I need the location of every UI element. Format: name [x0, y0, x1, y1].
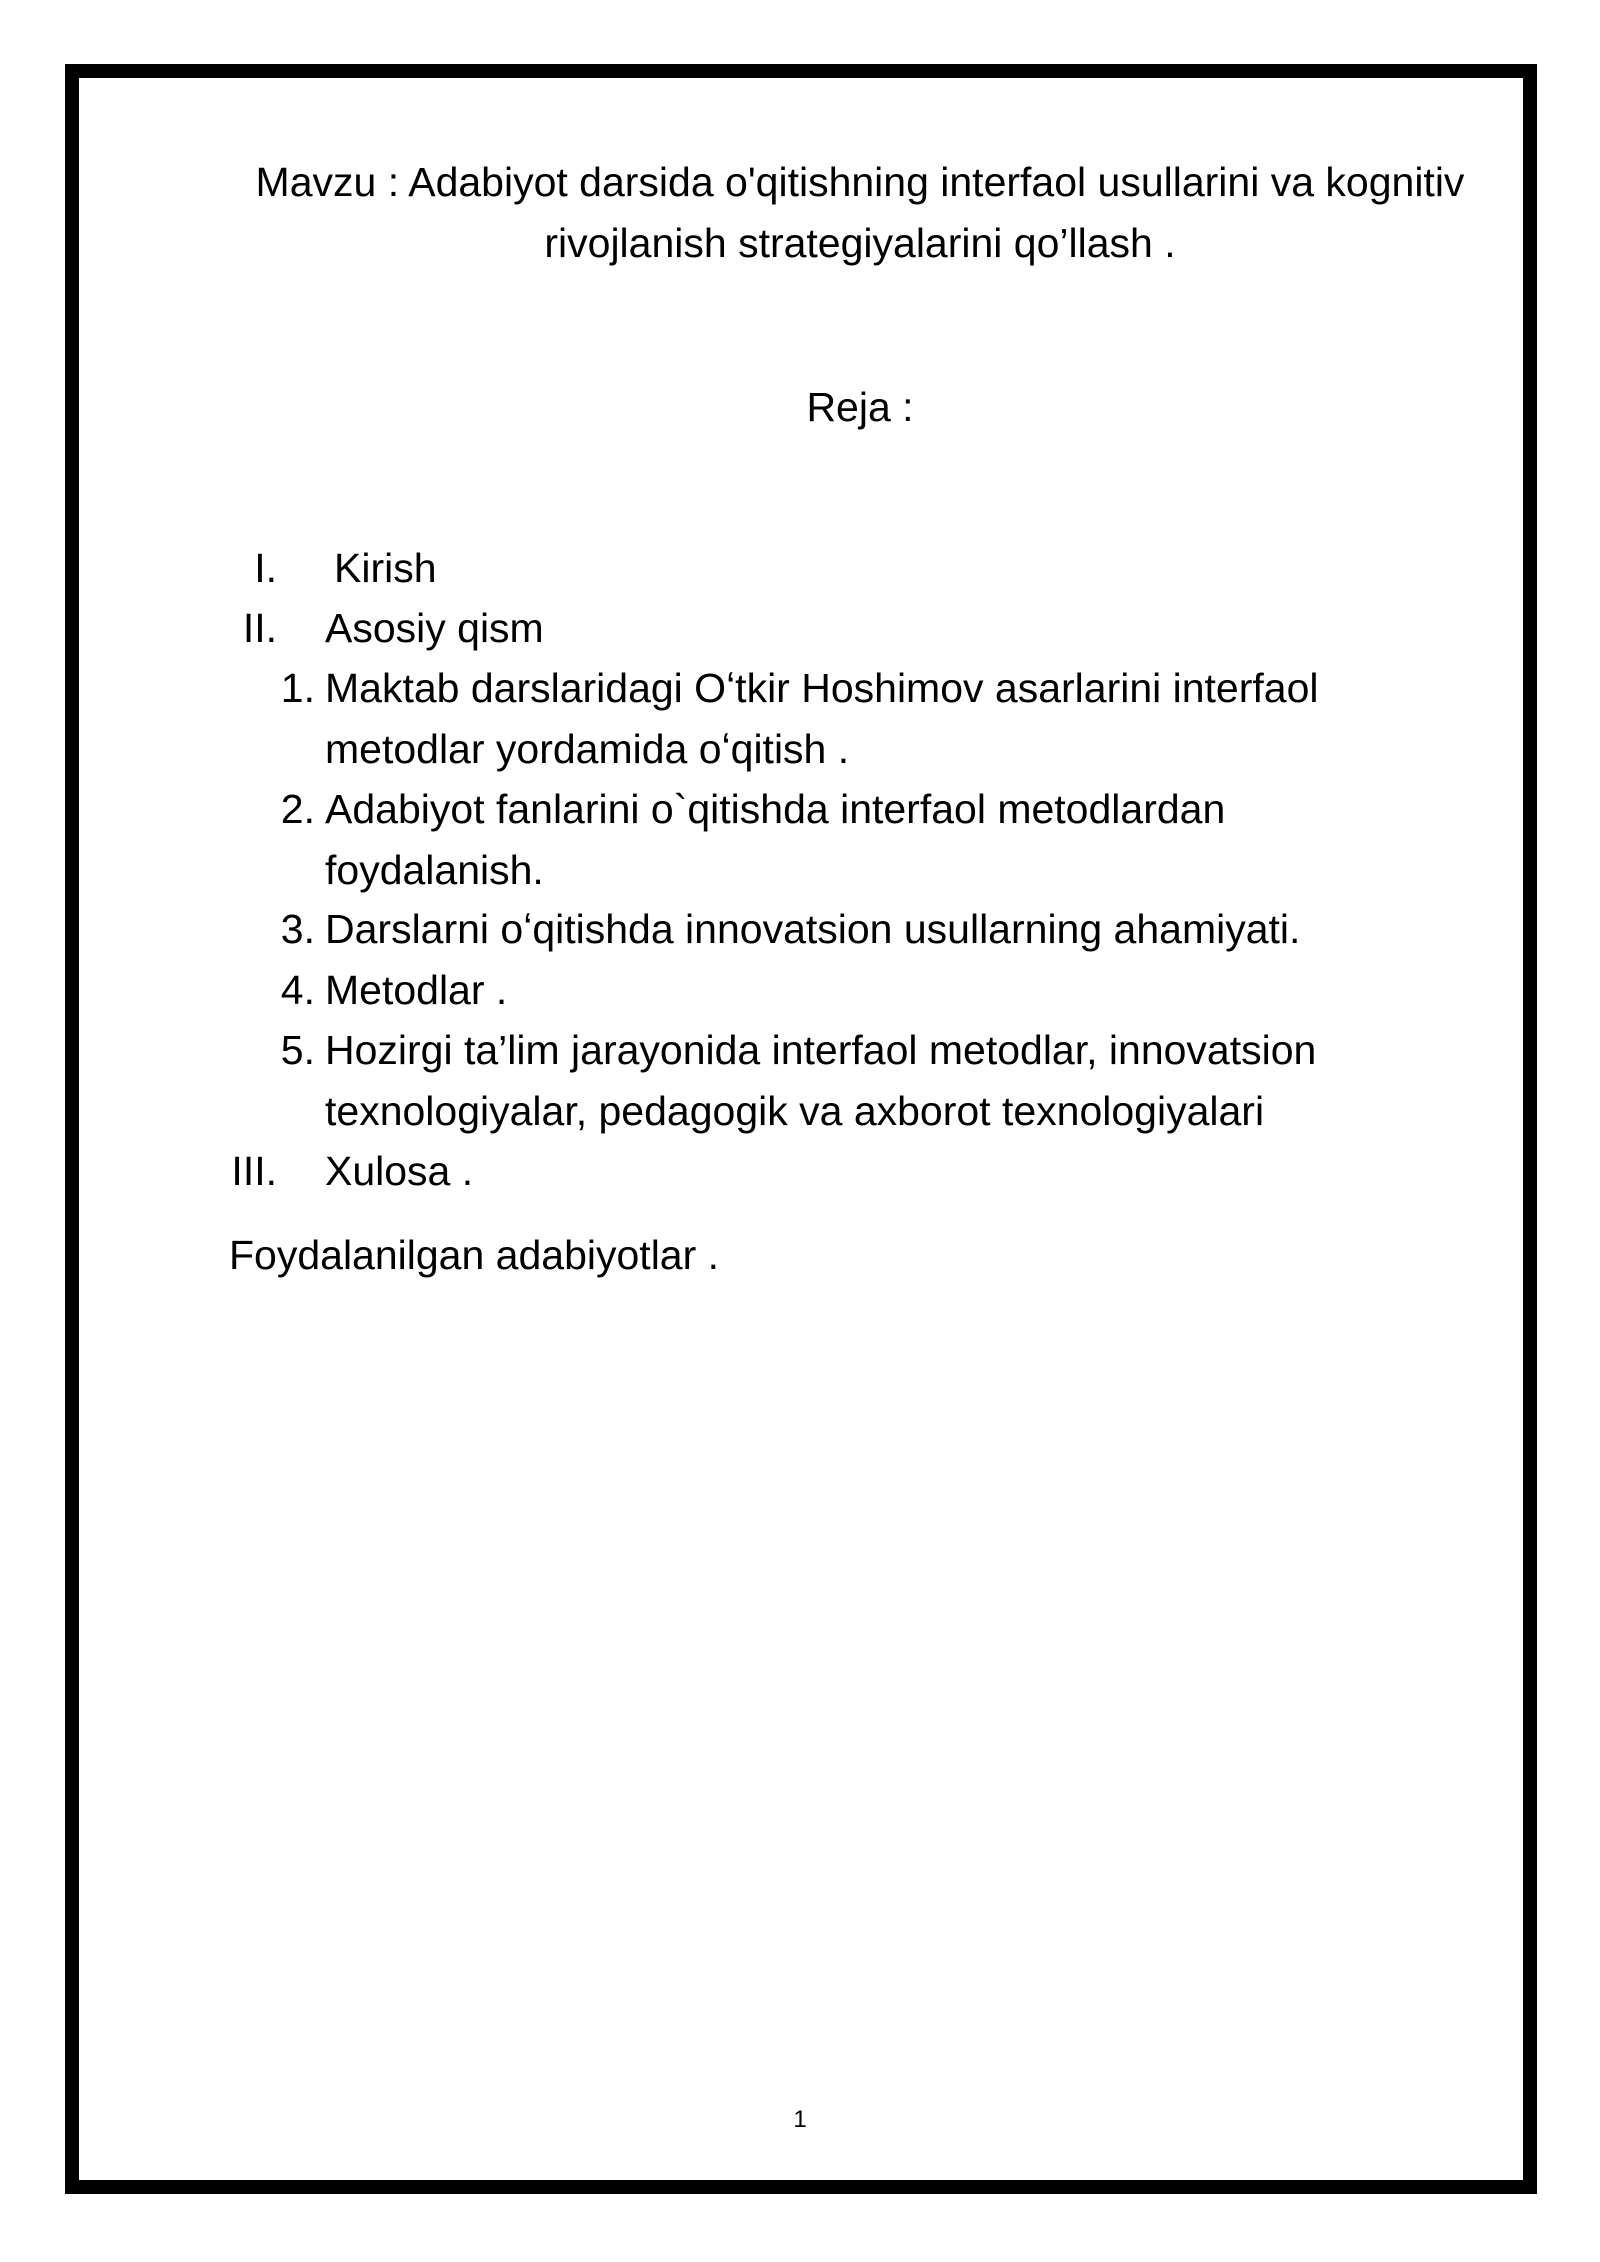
document-title: Mavzu : Adabiyot darsida o'qitishning interfaol usullarini va kognitiv rivojlanish strategiyalarini qo’llash . [255, 159, 1465, 266]
subitem-marker: 1. [280, 665, 315, 711]
section-item: Kirish [334, 545, 437, 591]
references-line: Foydalanilgan adabiyotlar . [229, 1232, 720, 1278]
subitem: Maktab darslaridagi Oʻtkir Hoshimov asarlarini interfaol metodlar yordamida oʻqitish . [325, 665, 1319, 772]
page-number: 1 [793, 2106, 807, 2133]
subitem: Metodlar . [325, 967, 508, 1013]
subitem-marker: 3. [280, 906, 315, 952]
subitem-marker: 5. [280, 1027, 315, 1073]
section-marker: II. [242, 605, 277, 651]
subitem: Darslarni oʻqitishda innovatsion usullarning ahamiyati. [325, 906, 1301, 952]
subitem: Hozirgi ta’lim jarayonida interfaol metodlar, innovatsion texnologiyalar, pedagogik va axborot texnologiyalari [325, 1027, 1317, 1134]
section-marker: III. [231, 1148, 277, 1194]
section-marker: I. [254, 545, 277, 591]
plan-heading: Reja : [806, 384, 914, 430]
subitem-marker: 2. [280, 786, 315, 832]
section-item: Xulosa . [325, 1148, 474, 1194]
subitem: Adabiyot fanlarini o`qitishda interfaol metodlardan foydalanish. [325, 786, 1226, 893]
section-item: Asosiy qism [325, 605, 544, 651]
subitem-marker: 4. [280, 967, 315, 1013]
